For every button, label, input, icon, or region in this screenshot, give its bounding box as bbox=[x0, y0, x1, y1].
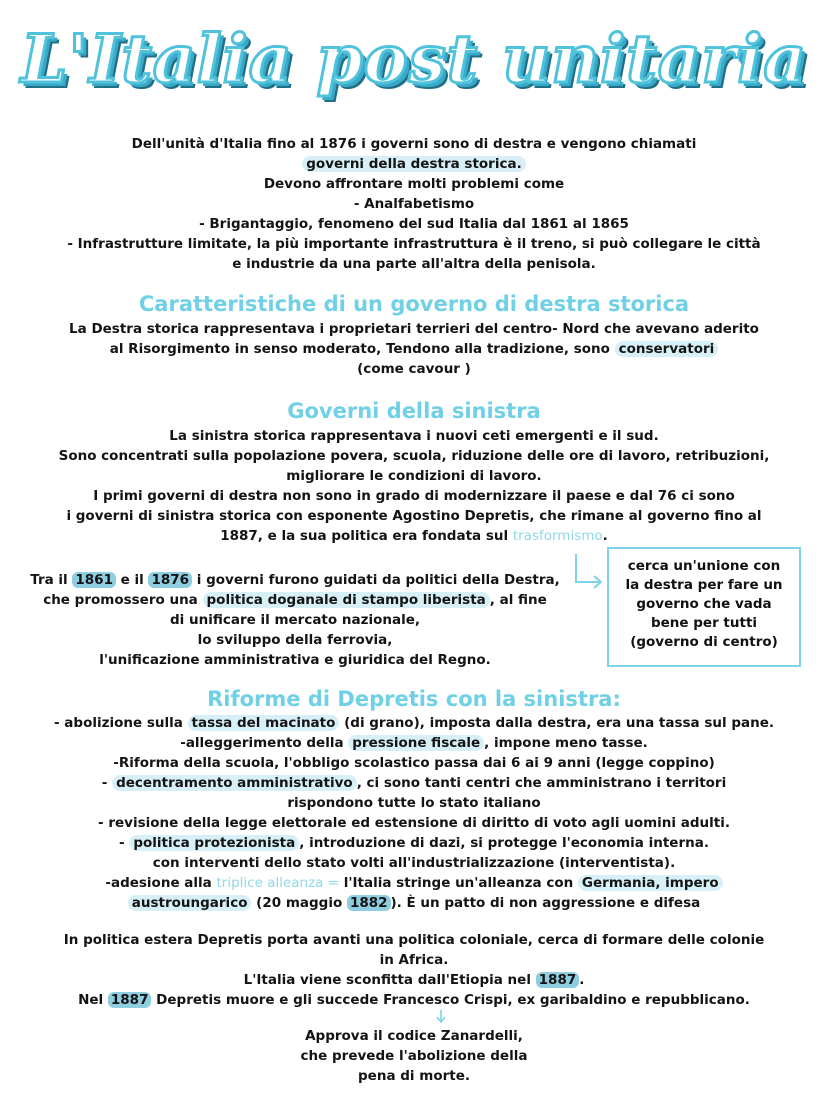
estera-line bbox=[0, 970, 828, 990]
text: , al fine bbox=[489, 592, 547, 608]
riforma-line: - revisione della legge elettorale ed estensione di diritto di voto agli uomini adulti. bbox=[98, 815, 730, 831]
crispi-line: pena di morte. bbox=[358, 1068, 470, 1084]
crispi-line: Approva il codice Zanardelli, bbox=[305, 1028, 523, 1044]
highlight: pressione fiscale bbox=[348, 735, 484, 751]
tra-line bbox=[14, 590, 576, 610]
text: , ci sono tanti centri che amministrano i territori bbox=[356, 775, 727, 791]
text: e il bbox=[115, 572, 149, 588]
estera-line: In politica estera Depretis porta avanti una politica coloniale, cerca di formare delle colonie bbox=[63, 932, 765, 948]
highlight: politica doganale di stampo liberista bbox=[203, 592, 490, 608]
sinistra-line: migliorare le condizioni di lavoro. bbox=[286, 468, 542, 484]
trasformismo-term: trasformismo bbox=[512, 528, 603, 544]
text: - bbox=[119, 835, 130, 851]
intro-line: Devono affrontare molti problemi come bbox=[263, 176, 565, 192]
year-badge: 1882 bbox=[347, 895, 391, 911]
arrow-down-icon bbox=[433, 1009, 449, 1025]
sinistra-block bbox=[0, 426, 828, 546]
riforma-line bbox=[0, 893, 828, 913]
intro-line bbox=[0, 154, 828, 174]
tra-line bbox=[14, 570, 576, 590]
riforma-line bbox=[0, 873, 828, 893]
estera-line bbox=[0, 990, 828, 1010]
box-line: bene per tutti bbox=[650, 615, 758, 631]
year-badge: 1887 bbox=[536, 972, 580, 988]
intro-line: e industrie da una parte all'altra della penisola. bbox=[232, 256, 596, 272]
intro-line: - Brigantaggio, fenomeno del sud Italia dal 1861 al 1865 bbox=[199, 216, 629, 232]
text: -adesione alla bbox=[105, 875, 217, 891]
intro-line: Dell'unità d'Italia fino al 1876 i governi sono di destra e vengono chiamati bbox=[131, 136, 697, 152]
highlight: Germania, impero bbox=[578, 875, 723, 891]
destra-line bbox=[0, 339, 828, 359]
text: l'Italia stringe un'alleanza con bbox=[339, 875, 578, 891]
highlight: governi della destra storica. bbox=[302, 156, 525, 172]
year-badge: 1887 bbox=[108, 992, 152, 1008]
arrow-right-icon bbox=[570, 552, 610, 592]
year-badge: 1861 bbox=[72, 572, 116, 588]
text: ). È un patto di non aggressione e difesa bbox=[390, 895, 701, 911]
intro-line: - Infrastrutture limitate, la più importante infrastruttura è il treno, si può collegare le città bbox=[67, 236, 761, 252]
sinistra-line: La sinistra storica rappresentava i nuovi ceti emergenti e il sud. bbox=[169, 428, 659, 444]
sinistra-line: i governi di sinistra storica con esponente Agostino Depretis, che rimane al governo fino al bbox=[66, 508, 762, 524]
highlight: conservatori bbox=[615, 341, 719, 357]
estera-line: in Africa. bbox=[379, 952, 449, 968]
box-line: cerca un'unione con bbox=[627, 558, 781, 574]
intro-line: - Analfabetismo bbox=[353, 196, 475, 212]
destra-block bbox=[0, 319, 828, 379]
sinistra-line: I primi governi di destra non sono in grado di modernizzare il paese e dal 76 ci sono bbox=[93, 488, 735, 504]
highlight: tassa del macinato bbox=[188, 715, 340, 731]
estera-block bbox=[0, 930, 828, 1010]
text: che promossero una bbox=[43, 592, 203, 608]
text: 1887, e la sua politica era fondata sul bbox=[220, 528, 513, 544]
box-line: governo che vada bbox=[636, 596, 772, 612]
riforma-line bbox=[0, 833, 828, 853]
riforma-line: rispondono tutte lo stato italiano bbox=[287, 795, 541, 811]
year-badge: 1876 bbox=[148, 572, 192, 588]
tra-line: l'unificazione amministrativa e giuridica del Regno. bbox=[99, 652, 491, 668]
highlight: austroungarico bbox=[128, 895, 252, 911]
text: - abolizione sulla bbox=[54, 715, 188, 731]
intro-block bbox=[0, 134, 828, 274]
sinistra-line bbox=[0, 526, 828, 546]
destra-line: La Destra storica rappresentava i proprietari terrieri del centro- Nord che avevano aderito bbox=[69, 321, 759, 337]
riforma-line bbox=[0, 733, 828, 753]
text: Nel bbox=[78, 992, 108, 1008]
triplice-alleanza-term: triplice alleanza = bbox=[216, 875, 340, 891]
text: Tra il bbox=[30, 572, 73, 588]
box-line: la destra per fare un bbox=[625, 577, 783, 593]
riforma-line bbox=[0, 713, 828, 733]
text: al Risorgimento in senso moderato, Tendono alla tradizione, sono bbox=[109, 341, 615, 357]
text: , impone meno tasse. bbox=[484, 735, 648, 751]
page-title: L'Italia post unitaria bbox=[20, 20, 808, 98]
sinistra-line: Sono concentrati sulla popolazione povera, scuola, riduzione delle ore di lavoro, retribuzioni, bbox=[58, 448, 770, 464]
tra-line: di unificare il mercato nazionale, bbox=[170, 612, 420, 628]
text: . bbox=[602, 528, 608, 544]
text: - bbox=[101, 775, 113, 791]
section-heading-destra: Caratteristiche di un governo di destra storica bbox=[138, 292, 690, 316]
text: (20 maggio bbox=[251, 895, 347, 911]
crispi-block bbox=[0, 1026, 828, 1086]
trasformismo-note-box bbox=[607, 547, 801, 667]
text: Depretis muore e gli succede Francesco Crispi, ex garibaldino e repubblicano. bbox=[151, 992, 750, 1008]
highlight: decentramento amministrativo bbox=[112, 775, 357, 791]
tra-line: lo sviluppo della ferrovia, bbox=[197, 632, 393, 648]
tra-block bbox=[14, 570, 576, 670]
destra-line: (come cavour ) bbox=[357, 361, 471, 377]
section-heading-riforme: Riforme di Depretis con la sinistra: bbox=[207, 687, 621, 711]
text: . bbox=[579, 972, 585, 988]
riforma-line: -Riforma della scuola, l'obbligo scolastico passa dai 6 ai 9 anni (legge coppino) bbox=[113, 755, 715, 771]
box-line: (governo di centro) bbox=[630, 634, 778, 650]
text: (di grano), imposta dalla destra, era una tassa sul pane. bbox=[339, 715, 774, 731]
riforme-block bbox=[0, 713, 828, 913]
section-heading-sinistra: Governi della sinistra bbox=[287, 399, 541, 423]
text: L'Italia viene sconfitta dall'Etiopia nel bbox=[243, 972, 536, 988]
text: -alleggerimento della bbox=[180, 735, 349, 751]
riforma-line bbox=[0, 773, 828, 793]
text: , introduzione di dazi, si protegge l'economia interna. bbox=[299, 835, 709, 851]
highlight: politica protezionista bbox=[129, 835, 299, 851]
text: i governi furono guidati da politici della Destra, bbox=[192, 572, 560, 588]
crispi-line: che prevede l'abolizione della bbox=[300, 1048, 528, 1064]
riforma-line: con interventi dello stato volti all'industrializzazione (interventista). bbox=[152, 855, 676, 871]
